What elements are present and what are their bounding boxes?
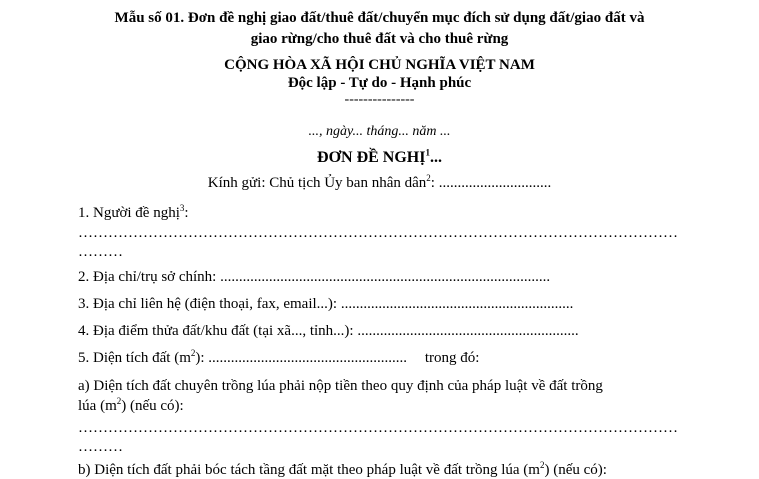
item5-dots: ): ..................................................... — [195, 350, 408, 366]
form-title-line1: Mẫu số 01. Đơn đề nghị giao đất/thuê đất/chuyển mục đích sử dụng đất/giao đất và — [114, 10, 645, 26]
recipient-footnote: 2 — [426, 173, 431, 183]
itemb-line — [78, 462, 607, 479]
itemb-label: b) Diện tích đất phải bóc tách tầng đất mặt theo pháp luật về đất trồng lúa (m — [78, 462, 540, 478]
item1-dots-long: ………………………………………………………………………………………………………… — [78, 225, 678, 241]
date-line: ..., ngày... tháng... năm ... — [308, 124, 451, 139]
recipient-line — [0, 175, 759, 192]
itema-label: lúa (m — [78, 398, 117, 414]
itema-dots-long: ………………………………………………………………………………………………………… — [78, 420, 678, 436]
form-heading-footnote: 1 — [425, 147, 430, 158]
item5-label: 5. Diện tích đất (m — [78, 350, 191, 366]
motto: Độc lập - Tự do - Hạnh phúc — [287, 75, 472, 91]
item4-line: 4. Địa điểm thửa đất/khu đất (tại xã..., tỉnh...): ........................................................... — [78, 323, 579, 339]
itema-line2 — [78, 398, 184, 415]
recipient-tail: : .............................. — [430, 175, 552, 191]
item1-dots-short: ……… — [78, 244, 123, 260]
itema-footnote: 2 — [116, 396, 122, 406]
separator: --------------- — [344, 92, 415, 107]
item1-footnote: 3 — [179, 203, 185, 213]
itemb-tail: ) (nếu có): — [544, 462, 607, 478]
item1-colon: : — [184, 205, 189, 221]
itema-line1: a) Diện tích đất chuyên trồng lúa phải nộp tiền theo quy định của pháp luật về đất trồng — [78, 378, 603, 394]
item2-line: 2. Địa chỉ/trụ sở chính: ........................................................................................ — [78, 269, 551, 285]
item5-footnote: 2 — [190, 348, 196, 358]
item5-tail: trong đó: — [424, 350, 480, 366]
item1-line — [78, 205, 189, 222]
form-heading-tail: ... — [429, 149, 442, 166]
recipient-text: Kính gửi: Chủ tịch Ủy ban nhân dân — [207, 175, 427, 191]
form-title-line2: giao rừng/cho thuê đất và cho thuê rừng — [250, 31, 509, 47]
form-heading-text: ĐƠN ĐỀ NGHỊ — [317, 149, 426, 166]
itema-tail: ) (nếu có): — [121, 398, 184, 414]
nation-heading: CỘNG HÒA XÃ HỘI CHỦ NGHĨA VIỆT NAM — [224, 57, 535, 73]
item5-line — [78, 350, 479, 367]
item1-label: 1. Người đề nghị — [78, 205, 180, 221]
itema-dots-short: ……… — [78, 439, 123, 455]
item3-line: 3. Địa chỉ liên hệ (điện thoại, fax, email...): .............................................................. — [78, 296, 574, 312]
itemb-footnote: 2 — [539, 460, 545, 470]
form-heading — [0, 149, 759, 167]
